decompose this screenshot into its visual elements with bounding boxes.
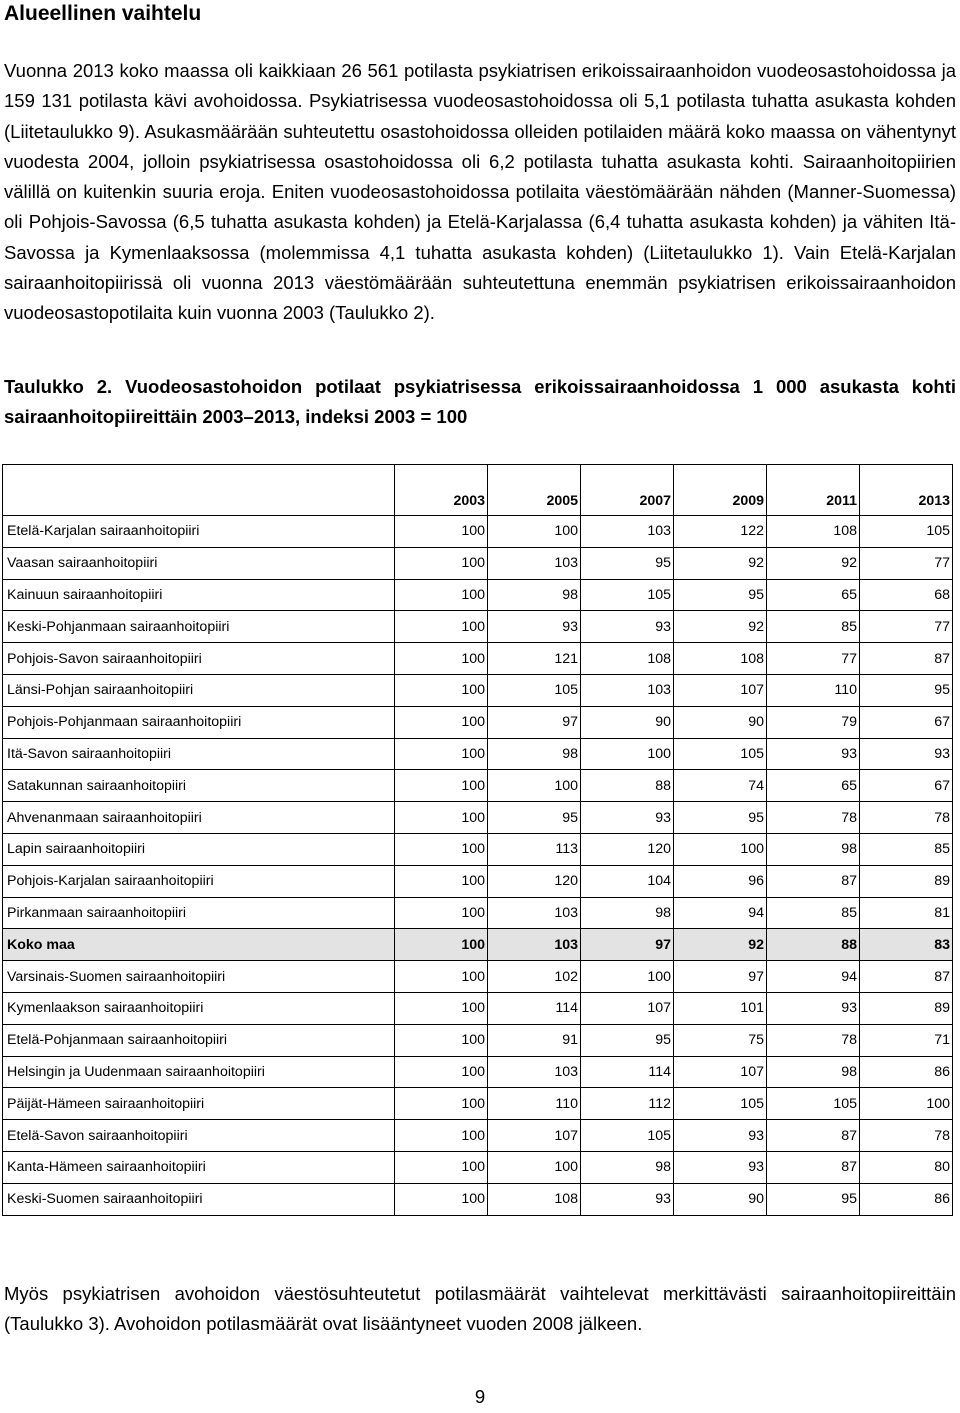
index-value-cell: 100	[395, 547, 488, 579]
index-table	[2, 464, 953, 1216]
section-heading: Alueellinen vaihtelu	[4, 2, 202, 25]
index-value-cell: 107	[674, 1056, 767, 1088]
index-value-cell: 80	[860, 1151, 953, 1183]
table-row	[3, 1183, 953, 1215]
index-value-cell: 98	[488, 579, 581, 611]
index-value-cell: 98	[488, 738, 581, 770]
index-value-cell: 90	[674, 1183, 767, 1215]
column-header: 2011	[767, 465, 860, 516]
table-row	[3, 1088, 953, 1120]
index-value-cell: 87	[860, 961, 953, 993]
index-value-cell: 87	[767, 865, 860, 897]
table-row	[3, 547, 953, 579]
index-value-cell: 85	[860, 833, 953, 865]
region-name-cell: Kymenlaakson sairaanhoitopiiri	[3, 992, 395, 1024]
region-name-cell: Lapin sairaanhoitopiiri	[3, 833, 395, 865]
region-name-cell: Keski-Pohjanmaan sairaanhoitopiiri	[3, 611, 395, 643]
index-value-cell: 105	[860, 516, 953, 548]
index-value-cell: 96	[674, 865, 767, 897]
index-value-cell: 90	[581, 706, 674, 738]
index-value-cell: 100	[674, 833, 767, 865]
region-name-cell: Pohjois-Savon sairaanhoitopiiri	[3, 643, 395, 675]
index-value-cell: 100	[581, 961, 674, 993]
index-value-cell: 71	[860, 1024, 953, 1056]
index-value-cell: 105	[674, 1088, 767, 1120]
index-value-cell: 65	[767, 770, 860, 802]
index-value-cell: 94	[674, 897, 767, 929]
index-value-cell: 103	[488, 897, 581, 929]
index-value-cell: 114	[488, 992, 581, 1024]
index-value-cell: 78	[767, 802, 860, 834]
table-caption: Taulukko 2. Vuodeosastohoidon potilaat psykiatrisessa erikoissairaanhoidossa 1 000 asukasta kohti sairaanhoitopiireittäin 2003–2013, indeksi 2003 = 100	[4, 376, 956, 427]
index-value-cell: 100	[860, 1088, 953, 1120]
index-value-cell: 74	[674, 770, 767, 802]
region-name-cell: Päijät-Hämeen sairaanhoitopiiri	[3, 1088, 395, 1120]
table-row	[3, 674, 953, 706]
page-number: 9	[474, 1386, 486, 1407]
table-row	[3, 611, 953, 643]
index-value-cell: 94	[767, 961, 860, 993]
index-value-cell: 88	[767, 929, 860, 961]
index-value-cell: 108	[581, 643, 674, 675]
region-name-cell: Keski-Suomen sairaanhoitopiiri	[3, 1183, 395, 1215]
index-value-cell: 105	[674, 738, 767, 770]
closing-paragraph: Myös psykiatrisen avohoidon väestösuhteutetut potilasmäärät vaihtelevat merkittävästi sairaanhoitopiireittäin (Taulukko 3). Avohoidon potilasmäärät ovat lisääntyneet vuoden 2008 jälkeen.	[4, 1283, 956, 1335]
index-value-cell: 77	[860, 547, 953, 579]
index-value-cell: 120	[488, 865, 581, 897]
index-value-cell: 100	[395, 802, 488, 834]
index-value-cell: 100	[395, 770, 488, 802]
index-value-cell: 100	[395, 706, 488, 738]
index-value-cell: 102	[488, 961, 581, 993]
index-value-cell: 98	[581, 1151, 674, 1183]
index-value-cell: 65	[767, 579, 860, 611]
index-value-cell: 112	[581, 1088, 674, 1120]
index-value-cell: 104	[581, 865, 674, 897]
index-value-cell: 100	[488, 770, 581, 802]
index-value-cell: 85	[767, 611, 860, 643]
index-value-cell: 88	[581, 770, 674, 802]
index-value-cell: 93	[581, 802, 674, 834]
index-value-cell: 100	[395, 1151, 488, 1183]
index-value-cell: 100	[395, 643, 488, 675]
index-value-cell: 101	[674, 992, 767, 1024]
table-body	[3, 516, 953, 1216]
index-value-cell: 78	[860, 802, 953, 834]
table-row	[3, 1056, 953, 1088]
table-row	[3, 802, 953, 834]
index-value-cell: 100	[395, 1120, 488, 1152]
index-value-cell: 100	[395, 611, 488, 643]
table-row	[3, 1151, 953, 1183]
region-name-cell: Kanta-Hämeen sairaanhoitopiiri	[3, 1151, 395, 1183]
index-value-cell: 93	[674, 1151, 767, 1183]
table-row	[3, 992, 953, 1024]
index-value-cell: 93	[767, 992, 860, 1024]
table-row	[3, 738, 953, 770]
index-value-cell: 95	[581, 1024, 674, 1056]
index-value-cell: 75	[674, 1024, 767, 1056]
index-value-cell: 83	[860, 929, 953, 961]
table-container	[2, 464, 953, 1216]
index-value-cell: 79	[767, 706, 860, 738]
table-header-row	[3, 465, 953, 516]
table-row	[3, 865, 953, 897]
index-value-cell: 100	[395, 579, 488, 611]
index-value-cell: 107	[488, 1120, 581, 1152]
region-name-cell: Varsinais-Suomen sairaanhoitopiiri	[3, 961, 395, 993]
index-value-cell: 93	[581, 611, 674, 643]
table-row	[3, 1024, 953, 1056]
column-header: 2003	[395, 465, 488, 516]
index-value-cell: 98	[581, 897, 674, 929]
region-name-cell: Helsingin ja Uudenmaan sairaanhoitopiiri	[3, 1056, 395, 1088]
index-value-cell: 100	[395, 674, 488, 706]
region-name-cell: Pohjois-Pohjanmaan sairaanhoitopiiri	[3, 706, 395, 738]
region-name-cell: Etelä-Savon sairaanhoitopiiri	[3, 1120, 395, 1152]
index-value-cell: 95	[767, 1183, 860, 1215]
index-value-cell: 100	[488, 1151, 581, 1183]
index-value-cell: 100	[395, 1024, 488, 1056]
index-value-cell: 97	[488, 706, 581, 738]
index-value-cell: 103	[581, 516, 674, 548]
region-name-cell: Länsi-Pohjan sairaanhoitopiiri	[3, 674, 395, 706]
index-value-cell: 95	[674, 579, 767, 611]
index-value-cell: 100	[395, 516, 488, 548]
index-value-cell: 87	[860, 643, 953, 675]
index-value-cell: 92	[674, 547, 767, 579]
table-row	[3, 961, 953, 993]
index-value-cell: 110	[767, 674, 860, 706]
index-value-cell: 105	[581, 579, 674, 611]
region-name-cell: Kainuun sairaanhoitopiiri	[3, 579, 395, 611]
index-value-cell: 97	[581, 929, 674, 961]
region-name-cell: Etelä-Karjalan sairaanhoitopiiri	[3, 516, 395, 548]
index-value-cell: 95	[860, 674, 953, 706]
index-value-cell: 122	[674, 516, 767, 548]
index-value-cell: 85	[767, 897, 860, 929]
column-header	[3, 465, 395, 516]
index-value-cell: 68	[860, 579, 953, 611]
index-value-cell: 78	[860, 1120, 953, 1152]
index-value-cell: 100	[395, 1056, 488, 1088]
index-value-cell: 86	[860, 1056, 953, 1088]
index-value-cell: 108	[488, 1183, 581, 1215]
index-value-cell: 93	[767, 738, 860, 770]
index-value-cell: 77	[860, 611, 953, 643]
index-value-cell: 107	[581, 992, 674, 1024]
index-value-cell: 121	[488, 643, 581, 675]
index-value-cell: 92	[767, 547, 860, 579]
region-name-cell: Koko maa	[3, 929, 395, 961]
region-name-cell: Pohjois-Karjalan sairaanhoitopiiri	[3, 865, 395, 897]
index-value-cell: 110	[488, 1088, 581, 1120]
index-value-cell: 87	[767, 1120, 860, 1152]
index-value-cell: 97	[674, 961, 767, 993]
index-value-cell: 100	[395, 1183, 488, 1215]
index-value-cell: 93	[674, 1120, 767, 1152]
table-row	[3, 706, 953, 738]
index-value-cell: 89	[860, 992, 953, 1024]
index-value-cell: 100	[395, 897, 488, 929]
column-header: 2013	[860, 465, 953, 516]
table-row	[3, 1120, 953, 1152]
index-value-cell: 100	[395, 865, 488, 897]
index-value-cell: 90	[674, 706, 767, 738]
column-header: 2005	[488, 465, 581, 516]
index-value-cell: 77	[767, 643, 860, 675]
table-row	[3, 516, 953, 548]
intro-paragraph: Vuonna 2013 koko maassa oli kaikkiaan 26 561 potilasta psykiatrisen erikoissairaanhoidon vuodeosastohoidossa ja 159 131 potilasta kävi avohoidossa. Psykiatrisessa vuodeosastohoidossa oli 5,1 potilasta tuhatta asukasta kohden (Liitetaulukko 9). Asukasmäärään suhteutettu osastohoidossa olleiden potilaiden määrä koko maassa on vähentynyt vuodesta 2004, jolloin psykiatrisessa osastohoidossa oli 6,2 potilasta tuhatta asukasta kohti. Sairaanhoitopiirien välillä on kuitenkin suuria eroja. Eniten vuodeosastohoidossa potilaita väestömäärään nähden (Manner-Suomessa) oli Pohjois-Savossa (6,5 tuhatta asukasta kohden) ja Etelä-Karjalassa (6,4 tuhatta asukasta kohden) ja vähiten Itä-Savossa ja Kymenlaaksossa (molemmissa 4,1 tuhatta asukasta kohden) (Liitetaulukko 1). Vain Etelä-Karjalan sairaanhoitopiirissä oli vuonna 2013 väestömäärään suhteutettuna enemmän psykiatrisen erikoissairaanhoidon vuodeosastopotilaita kuin vuonna 2003 (Taulukko 2).	[4, 60, 956, 324]
index-value-cell: 100	[395, 961, 488, 993]
index-value-cell: 100	[395, 1088, 488, 1120]
index-value-cell: 100	[488, 516, 581, 548]
index-value-cell: 100	[395, 929, 488, 961]
index-value-cell: 105	[488, 674, 581, 706]
table-row	[3, 579, 953, 611]
index-value-cell: 95	[674, 802, 767, 834]
index-value-cell: 100	[395, 992, 488, 1024]
index-value-cell: 98	[767, 833, 860, 865]
column-header: 2007	[581, 465, 674, 516]
index-value-cell: 92	[674, 929, 767, 961]
table-row	[3, 770, 953, 802]
index-value-cell: 95	[488, 802, 581, 834]
region-name-cell: Pirkanmaan sairaanhoitopiiri	[3, 897, 395, 929]
index-value-cell: 107	[674, 674, 767, 706]
index-value-cell: 89	[860, 865, 953, 897]
table-row	[3, 897, 953, 929]
index-value-cell: 108	[767, 516, 860, 548]
index-value-cell: 103	[581, 674, 674, 706]
index-value-cell: 86	[860, 1183, 953, 1215]
index-value-cell: 98	[767, 1056, 860, 1088]
region-name-cell: Ahvenanmaan sairaanhoitopiiri	[3, 802, 395, 834]
index-value-cell: 103	[488, 929, 581, 961]
index-value-cell: 114	[581, 1056, 674, 1088]
index-value-cell: 81	[860, 897, 953, 929]
index-value-cell: 103	[488, 547, 581, 579]
index-value-cell: 67	[860, 770, 953, 802]
index-value-cell: 105	[581, 1120, 674, 1152]
index-value-cell: 78	[767, 1024, 860, 1056]
index-value-cell: 100	[581, 738, 674, 770]
index-value-cell: 100	[395, 738, 488, 770]
column-header: 2009	[674, 465, 767, 516]
index-value-cell: 93	[860, 738, 953, 770]
region-name-cell: Vaasan sairaanhoitopiiri	[3, 547, 395, 579]
table-row	[3, 833, 953, 865]
index-value-cell: 91	[488, 1024, 581, 1056]
region-name-cell: Etelä-Pohjanmaan sairaanhoitopiiri	[3, 1024, 395, 1056]
table-row-total	[3, 929, 953, 961]
index-value-cell: 67	[860, 706, 953, 738]
index-value-cell: 120	[581, 833, 674, 865]
index-value-cell: 93	[488, 611, 581, 643]
index-value-cell: 113	[488, 833, 581, 865]
index-value-cell: 92	[674, 611, 767, 643]
region-name-cell: Itä-Savon sairaanhoitopiiri	[3, 738, 395, 770]
index-value-cell: 108	[674, 643, 767, 675]
index-value-cell: 93	[581, 1183, 674, 1215]
index-value-cell: 103	[488, 1056, 581, 1088]
index-value-cell: 100	[395, 833, 488, 865]
index-value-cell: 87	[767, 1151, 860, 1183]
table-row	[3, 643, 953, 675]
index-value-cell: 105	[767, 1088, 860, 1120]
region-name-cell: Satakunnan sairaanhoitopiiri	[3, 770, 395, 802]
index-value-cell: 95	[581, 547, 674, 579]
